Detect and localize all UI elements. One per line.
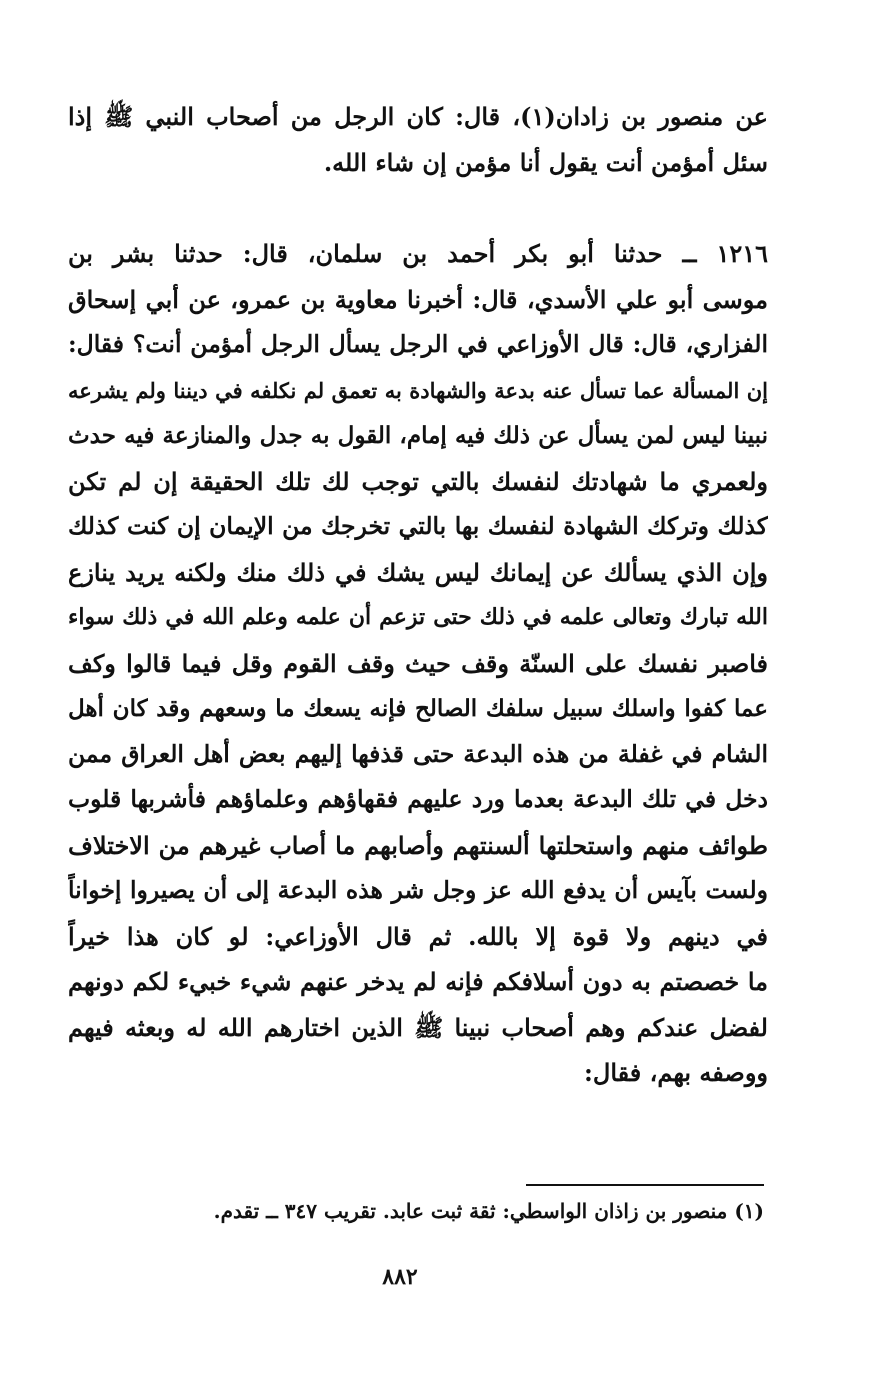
text-line: لفضل عندكم وهم أصحاب نبينا ﷺ الذين اختارهم الله له وبعثه فيهم xyxy=(68,1012,768,1042)
page-number: ٨٨٢ xyxy=(382,1264,418,1290)
text-line: عما كفوا واسلك سبيل سلفك الصالح فإنه يسعك ما وسعهم وقد كان أهل xyxy=(68,695,768,722)
text-line: الشام في غفلة من هذه البدعة حتى قذفها إليهم بعض أهل العراق ممن xyxy=(68,739,768,768)
text-line: وإن الذي يسألك عن إيمانك ليس يشك في ذلك منك ولكنه يريد ينازع xyxy=(68,557,768,587)
footnote-divider xyxy=(526,1184,764,1186)
text-line: دخل في تلك البدعة بعدما ورد عليهم فقهاؤهم وعلماؤهم فأشربها قلوب xyxy=(68,785,768,813)
paragraph-2 xyxy=(68,231,768,1096)
footnote: (١) منصور بن زاذان الواسطي: ثقة ثبت عابد. تقريب ٣٤٧ ــ تقدم. xyxy=(213,1199,764,1223)
text-line: ما خصصتم به دون أسلافكم فإنه لم يدخر عنهم شيء خبيء لكم دونهم xyxy=(68,967,768,996)
paragraph-1 xyxy=(68,94,768,185)
text-line: طوائف منهم واستحلتها ألسنتهم وأصابهم ما أصاب غيرهم من الاختلاف xyxy=(68,830,768,860)
text-line: في دينهم ولا قوة إلا بالله. ثم قال الأوزاعي: لو كان هذا خيراً xyxy=(68,921,768,951)
text-line: نبينا ليس لمن يسأل عن ذلك فيه إمام، القول به جدل والمنازعة فيه حدث xyxy=(68,422,768,449)
text-line: ١٢١٦ ــ حدثنا أبو بكر أحمد بن سلمان، قال: حدثنا بشر بن xyxy=(68,239,768,268)
text-line: ولعمري ما شهادتك لنفسك بالتي توجب لك تلك الحقيقة إن لم تكن xyxy=(68,466,768,496)
text-line: موسى أبو علي الأسدي، قال: أخبرنا معاوية بن عمرو، عن أبي إسحاق xyxy=(68,284,768,314)
text-line: سئل أمؤمن أنت يقول أنا مؤمن إن شاء الله. xyxy=(323,147,768,177)
text-line: عن منصور بن زادان(١)، قال: كان الرجل من أصحاب النبي ﷺ إذا xyxy=(68,102,768,131)
text-line: كذلك وتركك الشهادة لنفسك بها بالتي تخرجك من الإيمان إن كنت كذلك xyxy=(68,512,768,540)
text-line: ولست بآيس أن يدفع الله عز وجل شر هذه البدعة إلى أن يصيروا إخواناً xyxy=(68,876,768,904)
text-line: إن المسألة عما تسأل عنه بدعة والشهادة به تعمق لم نكلفه في ديننا ولم يشرعه xyxy=(68,377,768,403)
text-line: الفزاري، قال: قال الأوزاعي في الرجل يسأل الرجل أمؤمن أنت؟ فقال: xyxy=(68,330,768,358)
text-line: الله تبارك وتعالى علمه في ذلك حتى تزعم أن علمه وعلم الله في ذلك سواء xyxy=(68,604,768,630)
text-line: ووصفه بهم، فقال: xyxy=(584,1058,768,1087)
text-line: فاصبر نفسك على السنّة وقف حيث وقف القوم وقل فيما قالوا وكف xyxy=(68,648,768,678)
